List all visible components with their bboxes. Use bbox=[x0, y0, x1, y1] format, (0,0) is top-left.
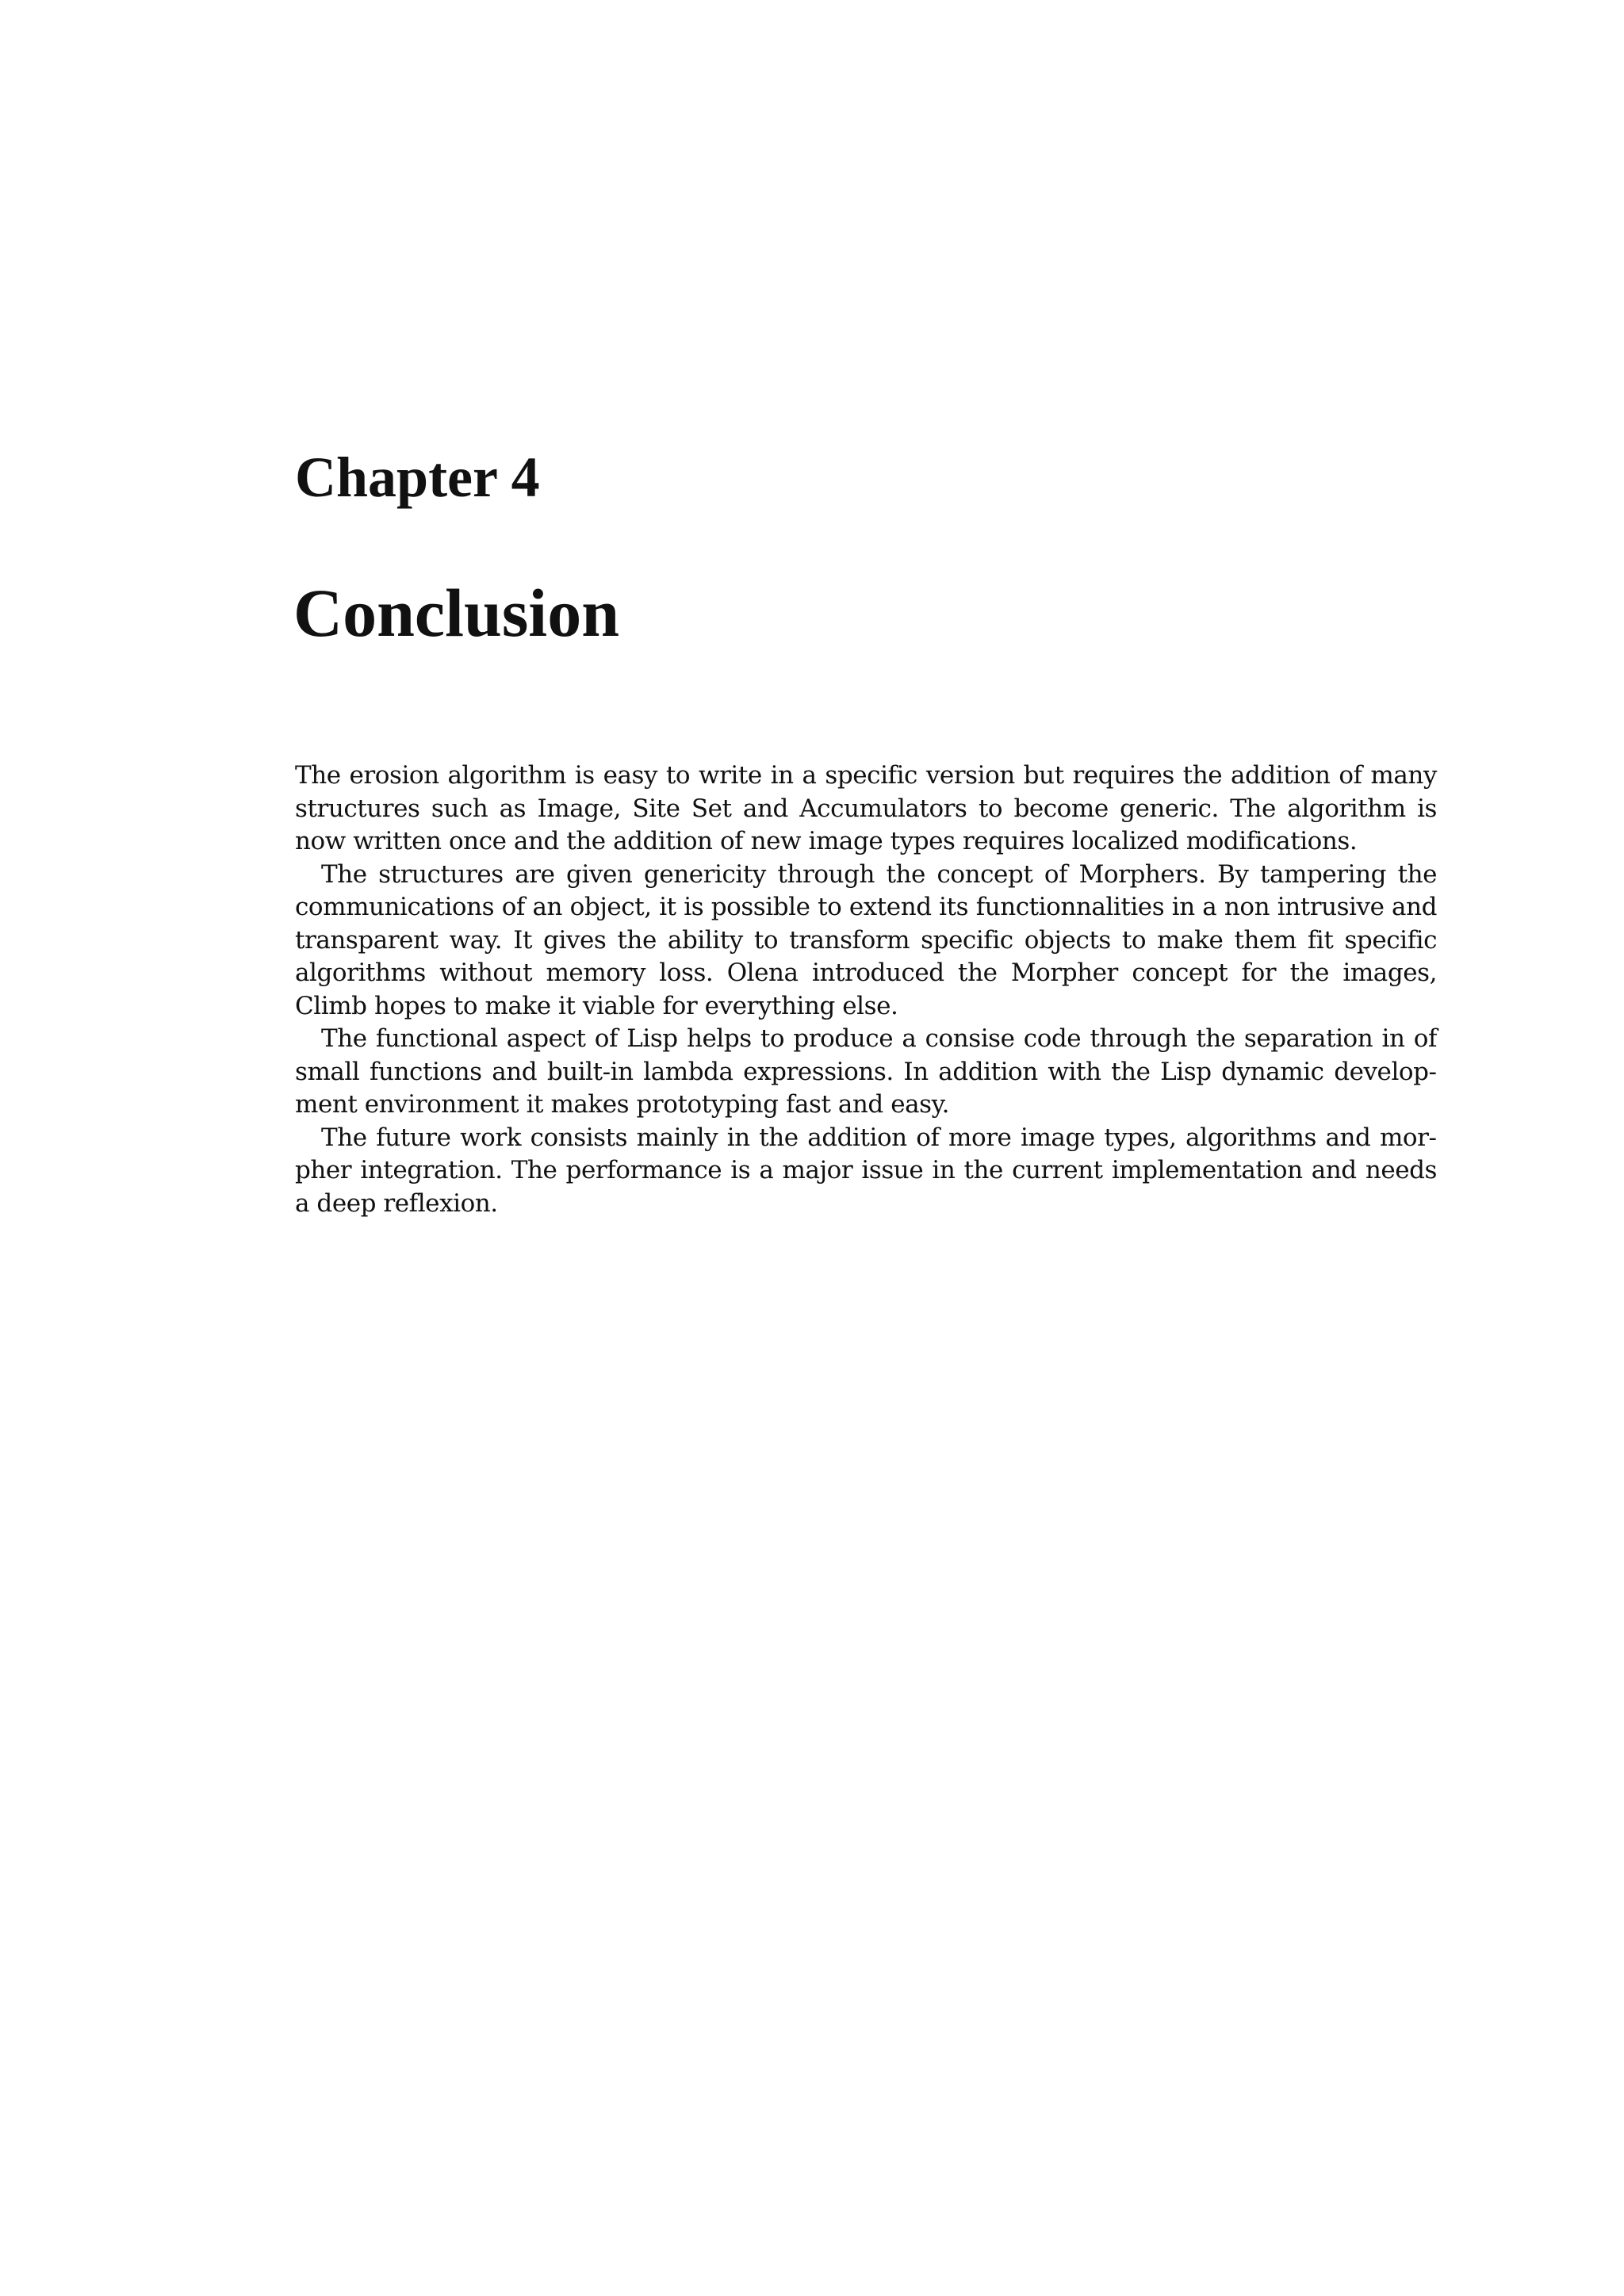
paragraph-2: The structures are given genericity through the concept of Morphers. By tampering the communications of an object, it is possible to extend its functionnalities in a non intrusive and transparent way. It gives the ability to transform specific objects to make them fit specific algorithms without memory loss. Olena introduced the Morpher concept for the images, Climb hopes to make it viable for everything else. bbox=[295, 859, 1437, 1020]
chapter-number: Chapter 4 bbox=[295, 446, 540, 509]
chapter-body bbox=[295, 760, 1437, 1220]
paragraph-1: The erosion algorithm is easy to write in a specific version but requires the addition of many structures such as Image, Site Set and Accumulators to become generic. The algorithm is now written once and the addition of new image types requires localized modifications. bbox=[295, 761, 1437, 855]
chapter-title: Conclusion bbox=[293, 575, 620, 651]
paragraph-3: The functional aspect of Lisp helps to produce a consise code through the separation in of small functions and built-in lambda expressions. In addition with the Lisp dynamic development environment it makes prototyping fast and easy. bbox=[295, 1024, 1437, 1119]
paragraph-4: The future work consists mainly in the addition of more image types, algorithms and morpher integration. The performance is a major issue in the current implementation and needs a deep reflexion. bbox=[295, 1123, 1437, 1218]
